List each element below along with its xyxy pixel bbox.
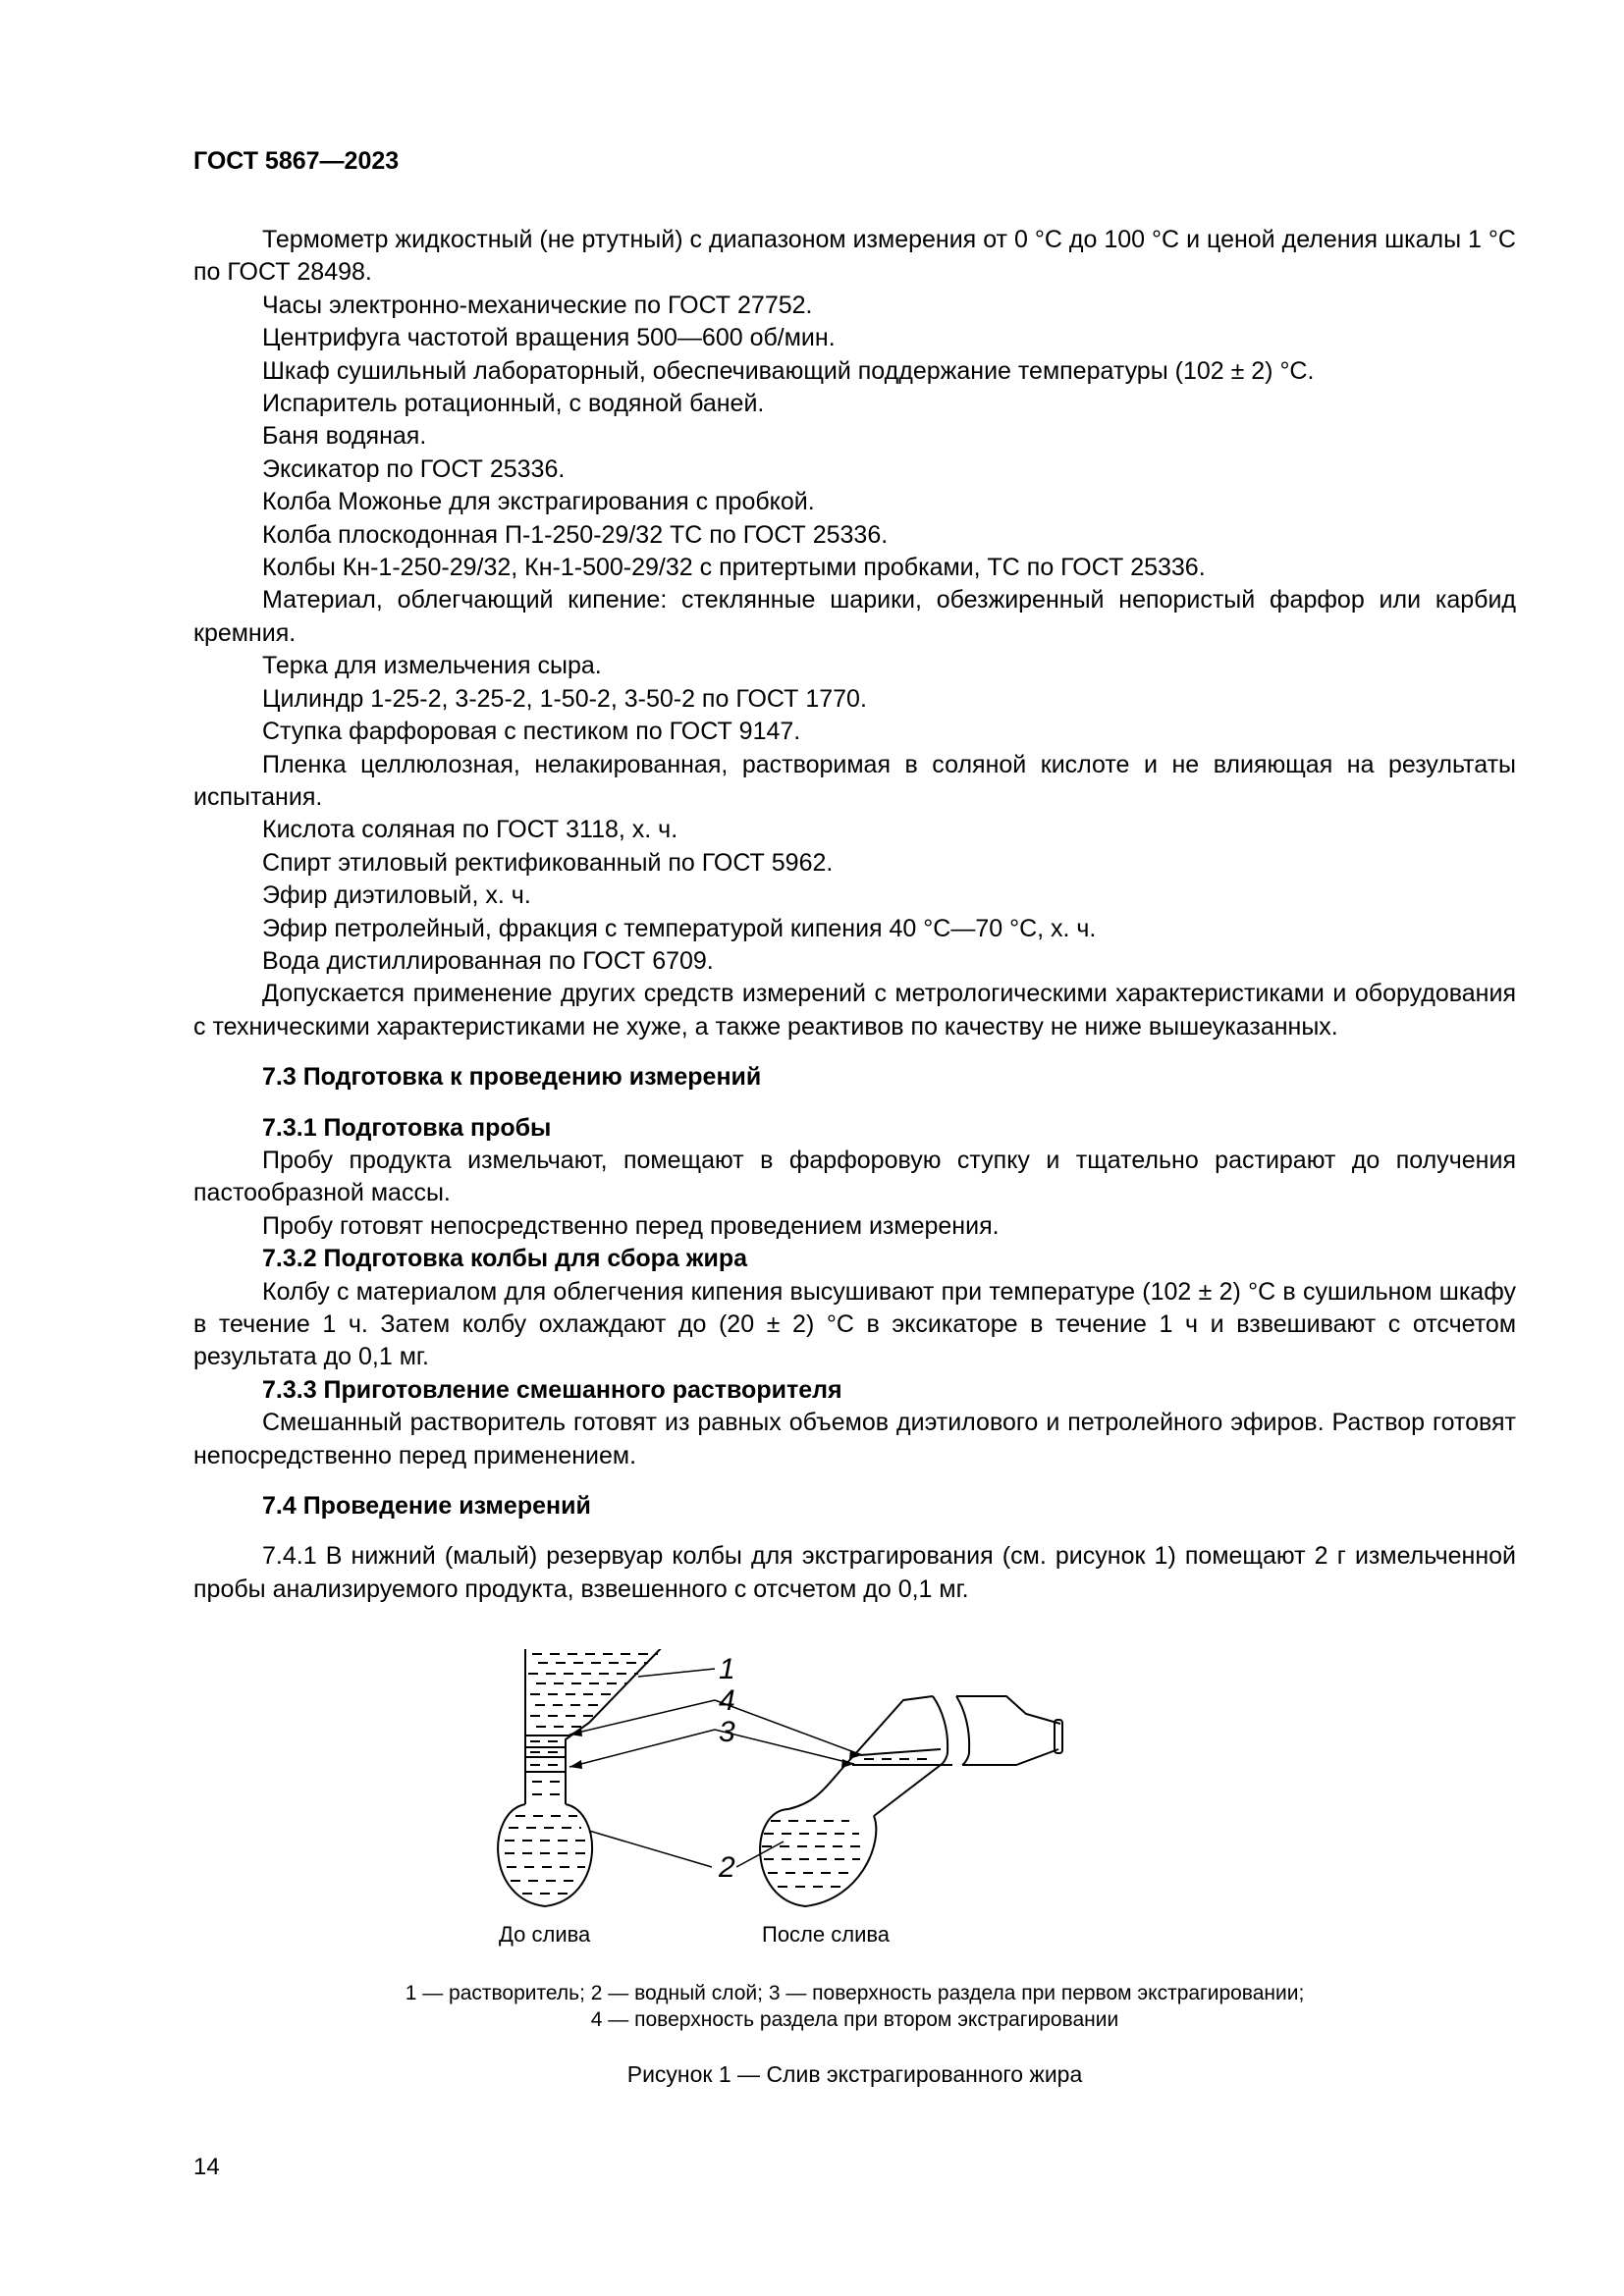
paragraph: Колба Можонье для экстрагирования с пробкой. bbox=[262, 488, 815, 516]
paragraph: Центрифуга частотой вращения 500—600 об/мин. bbox=[262, 324, 836, 352]
callout-label: 2 bbox=[719, 1851, 735, 1884]
paragraph: Пробу продукта измельчают, помещают в фарфоровую ступку и тщательно растирают до получения пастообразной массы. bbox=[193, 1146, 1516, 1207]
body-text bbox=[193, 224, 1516, 1606]
paragraph: Эфир петролейный, фракция с температурой кипения 40 °С—70 °С, х. ч. bbox=[262, 914, 1097, 942]
document-code: ГОСТ 5867—2023 bbox=[193, 147, 400, 175]
paragraph: Часы электронно-механические по ГОСТ 27752. bbox=[262, 291, 813, 319]
right-flask-tube-top bbox=[956, 1696, 1060, 1724]
paragraph: Кислота соляная по ГОСТ 3118, х. ч. bbox=[262, 816, 678, 844]
right-flask-neck-low bbox=[874, 1765, 952, 1816]
callout-label: 1 bbox=[719, 1653, 735, 1685]
section-7-3-3-heading: 7.3.3 Приготовление смешанного растворителя bbox=[262, 1375, 842, 1404]
paragraph: Колба плоскодонная П-1-250-29/32 ТС по ГОСТ 25336. bbox=[262, 520, 889, 549]
paragraph: Колбы Кн-1-250-29/32, Кн-1-500-29/32 с притертыми пробками, ТС по ГОСТ 25336. bbox=[262, 554, 1206, 582]
callout-label: 3 bbox=[719, 1716, 735, 1748]
legend-line: 4 — поверхность раздела при втором экстрагировании bbox=[590, 2008, 1119, 2031]
paragraph: Терка для измельчения сыра. bbox=[262, 652, 602, 680]
figure-caption: Рисунок 1 — Слив экстрагированного жира bbox=[626, 2061, 1083, 2087]
right-flask-tube-bottom bbox=[962, 1749, 1058, 1765]
section-7-3-1-heading: 7.3.1 Подготовка пробы bbox=[262, 1113, 552, 1142]
paragraph: Пленка целлюлозная, нелакированная, растворимая в соляной кислоте и не влияющая на результаты испытания. bbox=[193, 750, 1516, 811]
callout-label: 4 bbox=[719, 1684, 735, 1717]
paragraph: Эксикатор по ГОСТ 25336. bbox=[262, 454, 566, 483]
figure-legend bbox=[193, 1980, 1516, 2033]
legend-line: 1 — растворитель; 2 — водный слой; 3 — поверхность раздела при первом экстрагировании; bbox=[405, 1982, 1305, 2004]
right-flask-bulb bbox=[760, 1809, 876, 1906]
section-7-3-2-heading: 7.3.2 Подготовка колбы для сбора жира bbox=[262, 1245, 748, 1273]
paragraph: Колбу с материалом для облегчения кипения высушивают при температуре (102 ± 2) °С в сушильном шкафу в течение 1 ч. Затем колбу охлаждают до (20 ± 2) °С в эксикаторе в течение 1 ч и взвешивают с отсчетом результата до 0,1 мг. bbox=[193, 1277, 1516, 1371]
paragraph: Спирт этиловый ректификованный по ГОСТ 5962. bbox=[262, 848, 834, 877]
paragraph: Материал, облегчающий кипение: стеклянные шарики, обезжиренный непористый фарфор или карбид кремния. bbox=[193, 586, 1516, 647]
paragraph: Ступка фарфоровая с пестиком по ГОСТ 9147. bbox=[262, 718, 801, 746]
paragraph: Эфир диэтиловый, х. ч. bbox=[262, 881, 531, 910]
figure-left-label: До слива bbox=[499, 1922, 591, 1947]
section-7-3-heading: 7.3 Подготовка к проведению измерений bbox=[262, 1063, 762, 1092]
paragraph: 7.4.1 В нижний (малый) резервуар колбы для экстрагирования (см. рисунок 1) помещают 2 г измельченной пробы анализируемого продукта, взвешенного с отсчетом до 0,1 мг. bbox=[193, 1542, 1516, 1603]
page-number: 14 bbox=[193, 2154, 220, 2180]
figure-1 bbox=[471, 1649, 1237, 1947]
paragraph: Пробу готовят непосредственно перед проведением измерения. bbox=[262, 1211, 1000, 1240]
paragraph: Испаритель ротационный, с водяной баней. bbox=[262, 390, 765, 418]
paragraph: Вода дистиллированная по ГОСТ 6709. bbox=[262, 946, 714, 975]
paragraph: Допускается применение других средств измерений с метрологическими характеристиками и оборудования с техническими характеристиками не хуже, а также реактивов по качеству не ниже вышеуказанных. bbox=[193, 980, 1516, 1041]
paragraph: Смешанный растворитель готовят из равных объемов диэтилового и петролейного эфиров. Раствор готовят непосредственно перед применением. bbox=[193, 1409, 1516, 1469]
flask-diagram bbox=[471, 1649, 1237, 1944]
paragraph: Шкаф сушильный лабораторный, обеспечивающий поддержание температуры (102 ± 2) °С. bbox=[262, 356, 1315, 385]
paragraph: Термометр жидкостный (не ртутный) с диапазоном измерения от 0 °С до 100 °С и ценой деления шкалы 1 °С по ГОСТ 28498. bbox=[193, 226, 1516, 287]
paragraph: Баня водяная. bbox=[262, 422, 427, 451]
paragraph: Цилиндр 1-25-2, 3-25-2, 1-50-2, 3-50-2 по ГОСТ 1770. bbox=[262, 684, 867, 713]
figure-right-label: После слива bbox=[762, 1922, 891, 1947]
left-flask-bulb bbox=[498, 1804, 592, 1906]
section-7-4-heading: 7.4 Проведение измерений bbox=[262, 1492, 591, 1521]
